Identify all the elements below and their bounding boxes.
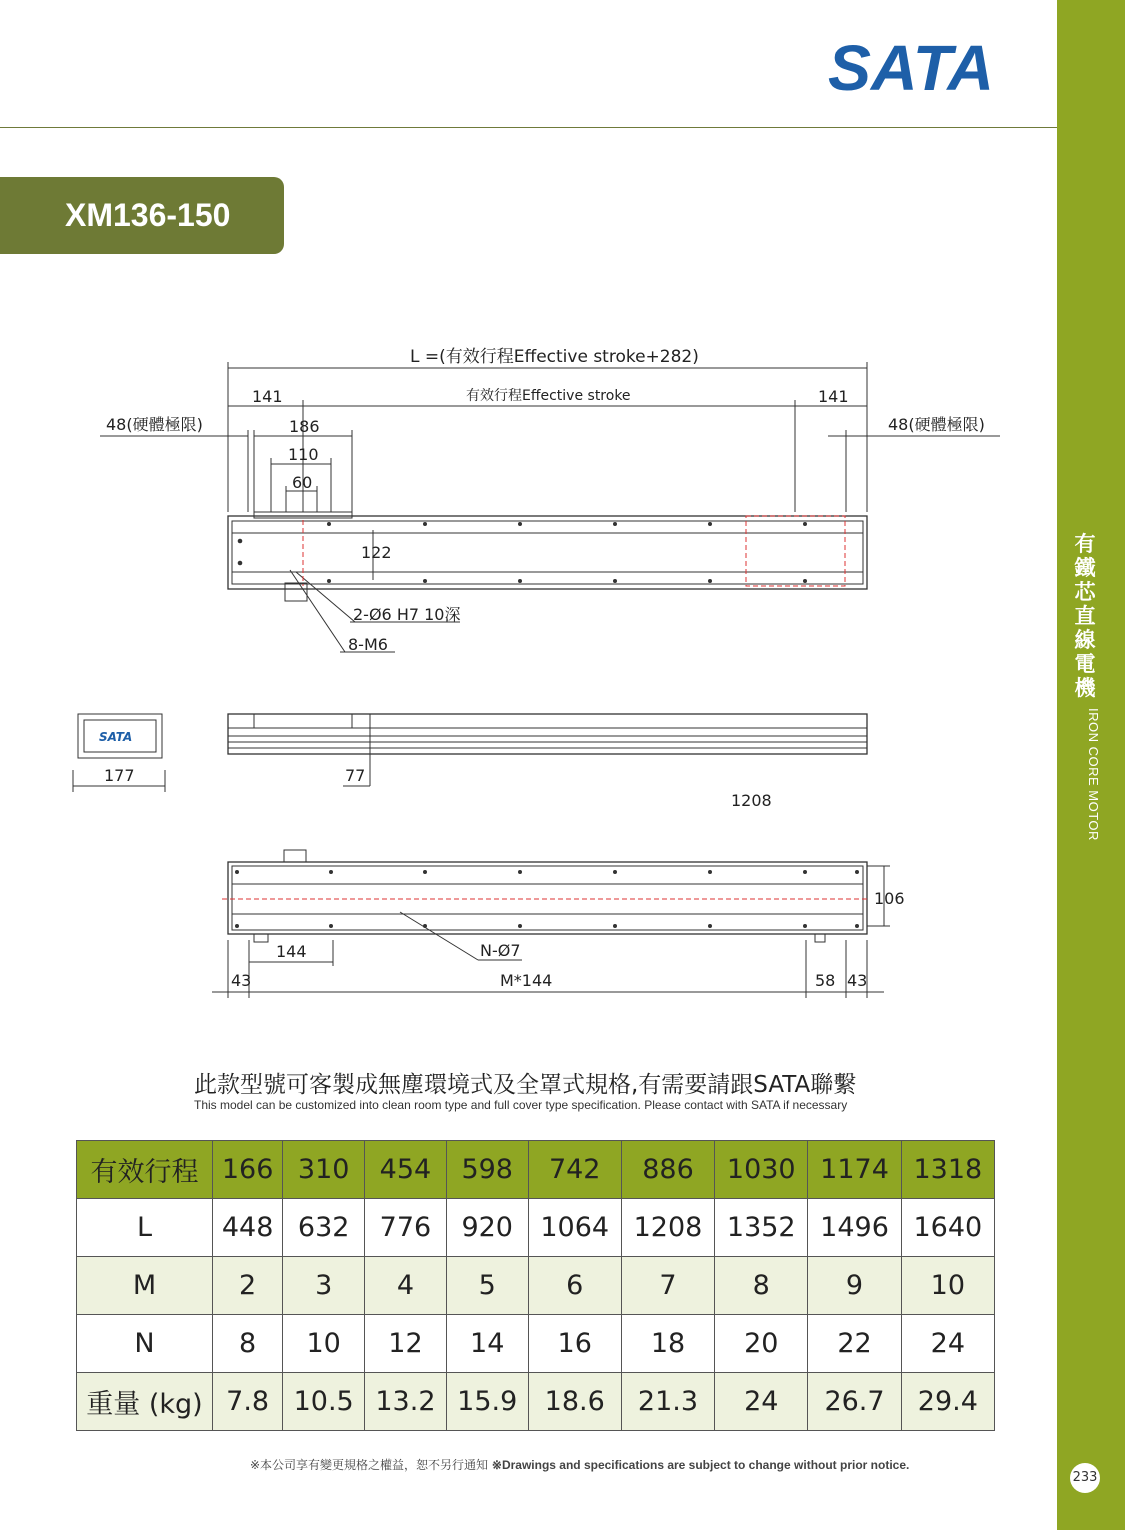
table-cell: 166	[213, 1141, 283, 1199]
table-row-n	[77, 1315, 995, 1373]
customization-note-zh: 此款型號可客製成無塵環境式及全罩式規格,有需要請跟SATA聯繫	[194, 1072, 857, 1098]
dim-1208: 1208	[731, 791, 772, 810]
table-cell: 598	[446, 1141, 528, 1199]
dim-122: 122	[361, 543, 392, 562]
row-label: 重量 (kg)	[77, 1373, 213, 1431]
technical-drawing	[0, 330, 1057, 1010]
table-cell: 9	[808, 1257, 901, 1315]
footer-notice	[250, 1456, 909, 1473]
dim-77: 77	[345, 766, 366, 785]
dim-43-right: 43	[847, 971, 868, 990]
table-cell: 12	[365, 1315, 447, 1373]
table-cell: 886	[621, 1141, 714, 1199]
dim-186: 186	[289, 417, 320, 436]
table-cell: 16	[528, 1315, 621, 1373]
dim-left-end: 141	[252, 387, 283, 406]
table-cell: 632	[283, 1199, 365, 1257]
model-title: XM136-150	[65, 197, 231, 233]
table-cell: 1208	[621, 1199, 714, 1257]
end-view-logo: SATA	[99, 730, 133, 744]
dim-right-end: 141	[818, 387, 849, 406]
table-cell: 1064	[528, 1199, 621, 1257]
table-cell: 920	[446, 1199, 528, 1257]
table-cell: 7	[621, 1257, 714, 1315]
table-cell: 21.3	[621, 1373, 714, 1431]
footer-notice-zh: ※本公司享有變更規格之權益，恕不另行通知	[250, 1458, 489, 1472]
dim-hard-limit-left: 48(硬體極限)	[106, 415, 203, 434]
table-cell: 1640	[901, 1199, 994, 1257]
table-cell: 1496	[808, 1199, 901, 1257]
holes-pin-label: 2-Ø6 H7 10深	[353, 605, 461, 624]
svg-text:SATA: SATA	[828, 36, 994, 96]
table-cell: 2	[213, 1257, 283, 1315]
dim-144: 144	[276, 942, 307, 961]
table-cell: 29.4	[901, 1373, 994, 1431]
dim-total-length: L =(有效行程Effective stroke+282)	[410, 347, 699, 367]
table-cell: 776	[365, 1199, 447, 1257]
table-cell: 448	[213, 1199, 283, 1257]
dim-58: 58	[815, 971, 836, 990]
sidebar-title-zh: 有鐵芯直線電機	[1074, 532, 1096, 700]
table-cell: 310	[283, 1141, 365, 1199]
header-divider	[0, 127, 1057, 128]
spec-table	[76, 1140, 995, 1431]
row-label: 有效行程	[77, 1141, 213, 1199]
table-cell: 742	[528, 1141, 621, 1199]
row-label: L	[77, 1199, 213, 1257]
dim-pitch: M*144	[500, 971, 553, 990]
table-cell: 7.8	[213, 1373, 283, 1431]
table-cell: 22	[808, 1315, 901, 1373]
table-cell: 20	[715, 1315, 808, 1373]
footer-notice-en: ※Drawings and specifications are subject to change without prior notice.	[491, 1458, 910, 1472]
table-row-weight	[77, 1373, 995, 1431]
table-cell: 8	[213, 1315, 283, 1373]
table-cell: 13.2	[365, 1373, 447, 1431]
holes-tap-label: 8-M6	[348, 635, 388, 654]
n-holes-label: N-Ø7	[480, 941, 521, 960]
table-cell: 18.6	[528, 1373, 621, 1431]
table-cell: 4	[365, 1257, 447, 1315]
table-cell: 1318	[901, 1141, 994, 1199]
dim-177: 177	[104, 766, 135, 785]
table-cell: 10.5	[283, 1373, 365, 1431]
sata-logo	[828, 36, 998, 96]
dim-60: 60	[292, 473, 313, 492]
dim-stroke: 有效行程Effective stroke	[466, 388, 631, 404]
table-cell: 3	[283, 1257, 365, 1315]
table-cell: 26.7	[808, 1373, 901, 1431]
row-label: N	[77, 1315, 213, 1373]
table-cell: 8	[715, 1257, 808, 1315]
dim-110: 110	[288, 445, 319, 464]
table-cell: 5	[446, 1257, 528, 1315]
table-row-m	[77, 1257, 995, 1315]
sidebar-title-en: IRON CORE MOTOR	[1086, 708, 1101, 841]
table-cell: 10	[283, 1315, 365, 1373]
customization-note-en: This model can be customized into clean room type and full cover type specification. Please contact with SATA if necessary	[194, 1098, 848, 1112]
table-cell: 24	[715, 1373, 808, 1431]
dim-43-left: 43	[231, 971, 252, 990]
row-label: M	[77, 1257, 213, 1315]
dim-106: 106	[874, 889, 905, 908]
dim-hard-limit-right: 48(硬體極限)	[888, 415, 985, 434]
table-row-stroke	[77, 1141, 995, 1199]
table-cell: 1030	[715, 1141, 808, 1199]
table-row-l	[77, 1199, 995, 1257]
table-cell: 1174	[808, 1141, 901, 1199]
page-number: 233	[1070, 1463, 1100, 1493]
table-cell: 6	[528, 1257, 621, 1315]
table-cell: 15.9	[446, 1373, 528, 1431]
table-cell: 10	[901, 1257, 994, 1315]
table-cell: 1352	[715, 1199, 808, 1257]
table-cell: 24	[901, 1315, 994, 1373]
table-cell: 14	[446, 1315, 528, 1373]
table-cell: 18	[621, 1315, 714, 1373]
table-cell: 454	[365, 1141, 447, 1199]
